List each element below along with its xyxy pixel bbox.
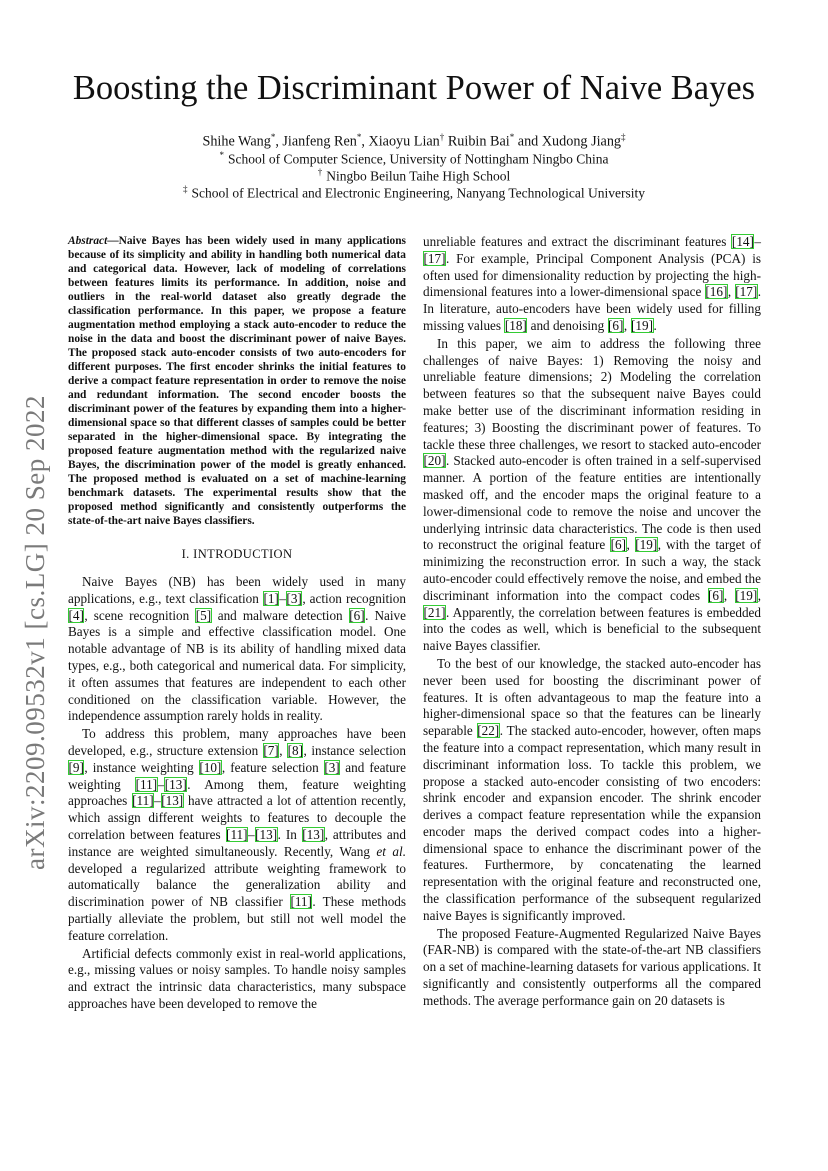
text-run: , scene recognition bbox=[84, 607, 196, 623]
citation-link[interactable]: [8] bbox=[287, 742, 303, 758]
text-run: , instance selection bbox=[303, 742, 406, 758]
citation-link[interactable]: [20] bbox=[423, 453, 446, 469]
body-paragraph bbox=[423, 926, 761, 1010]
author-mark: † bbox=[439, 132, 445, 142]
text-run: , bbox=[626, 537, 635, 553]
text-run: and malware detection bbox=[211, 607, 349, 623]
text-run: , bbox=[727, 284, 735, 300]
body-paragraph bbox=[423, 336, 761, 655]
citation-link[interactable]: [10] bbox=[199, 759, 222, 775]
text-run: developed a regularized attribute weighting framework to automatically balance the generalization ability and discrimination power of NB classifier bbox=[68, 860, 406, 910]
citation-link[interactable]: [17] bbox=[423, 250, 446, 266]
section-heading-introduction: I. INTRODUCTION bbox=[181, 547, 293, 561]
citation-link[interactable]: [1] bbox=[263, 590, 279, 606]
right-body-text bbox=[423, 234, 761, 1010]
text-run: . For example, Principal Component Analysis (PCA) is often used for dimensionality reduction by projecting the high-dimensional features into a lower-dimensional space bbox=[423, 250, 761, 300]
abstract-label: Abstract bbox=[68, 235, 108, 247]
text-run: , bbox=[279, 742, 288, 758]
text-run: unreliable features and extract the discriminant features bbox=[423, 234, 732, 249]
citation-link[interactable]: [11] bbox=[132, 793, 154, 809]
citation-link[interactable]: [11] bbox=[226, 826, 248, 842]
text-run: – bbox=[279, 590, 286, 606]
author-name: Ruibin Bai bbox=[447, 133, 510, 150]
text-run: The proposed Feature-Augmented Regularized Naive Bayes (FAR-NB) is compared with the state-of-the-art NB classifiers on a set of machine-learning datasets for various applications. It significantly and consistently outperforms all the compared methods. The average performance gain on 20 datasets is bbox=[423, 925, 761, 1008]
text-run: . In literature, auto-encoders have been widely used for filling missing values bbox=[423, 284, 762, 333]
text-run: . The stacked auto-encoder, however, often maps the feature into a compact representation, which many result in discriminant information loss. To tackle this problem, we propose a stacked auto-encoder consisting of two encoders: shrink encoder and expansion encoder. The shrink encoder derives a compact feature representation while the expansion encoder maps the derived compact codes into a higher-dimensional space to enhance the discriminant power of the features. Furthermore, by concatenating the learned representation with the original feature and reconstructed one, the classification performance of the subsequent regularized naive Bayes is significantly improved. bbox=[423, 723, 761, 923]
citation-link[interactable]: [13] bbox=[161, 793, 184, 809]
text-run: . Naive Bayes is a simple and effective classification model. One notable advantage of NB is its ability of handling mixed data types, e.g., both categorical and numerical data. For simplicity, it often assumes that features are independent to each other conditioned on the classification variable. However, the independence assumption rarely holds in reality. bbox=[68, 607, 406, 724]
body-paragraph bbox=[423, 234, 761, 335]
author-name: Xudong Jiang bbox=[541, 133, 622, 150]
citation-link[interactable]: [7] bbox=[263, 742, 279, 758]
text-run: , with the target of minimizing the reconstruction error. In such a way, the stack auto-encoder could effectively remove the noise, and embed the discriminant information into the compact codes bbox=[423, 537, 762, 603]
affiliation-text: School of Electrical and Electronic Engineering, Nanyang Technological University bbox=[191, 185, 646, 201]
text-run: . These methods partially alleviate the problem, but still not well model the feature correlation. bbox=[68, 894, 407, 943]
body-paragraph bbox=[68, 946, 406, 1013]
author-mark: * bbox=[270, 132, 276, 142]
text-run: have attracted a lot of attention recently, which assign different weights to features to decouple the correlation between features bbox=[68, 793, 407, 842]
affiliation-text: Ningbo Beilun Taihe High School bbox=[326, 168, 511, 184]
arxiv-identifier: arXiv:2209.09532v1 [cs.LG] 20 Sep 2022 bbox=[20, 395, 50, 870]
text-run: , bbox=[757, 587, 762, 603]
author-mark: ‡ bbox=[621, 132, 626, 142]
text-run: To the best of our knowledge, the stacked auto-encoder has never been used for boosting the discriminant power of features. It is often advantageous to map the feature into a higher-dimensional space so that the features can be linearly separable bbox=[423, 655, 761, 739]
citation-link[interactable]: [11] bbox=[290, 894, 312, 910]
author-name: Shihe Wang bbox=[202, 133, 271, 150]
citation-link[interactable]: [3] bbox=[286, 590, 302, 606]
citation-link[interactable]: [9] bbox=[68, 759, 84, 775]
text-run: – bbox=[248, 826, 255, 842]
abstract-text: Naive Bayes has been widely used in many applications because of its simplicity and ability in handling both numerical data and categorical data. However, lack of modeling of correlations between features limits its performance. In addition, noise and outliers in the real-world dataset also greatly degrade the classification performance. In this paper, we propose a feature augmentation method employing a stack auto-encoder to reduce the noise in the data and boost the discriminant power of naive Bayes. The proposed stack auto-encoder consists of two auto-encoders for different purposes. The first encoder shrinks the initial features to derive a compact feature representation in order to remove the noise and redundant information. The second encoder boosts the discriminant power of the features by expanding them into a higher-dimensional space so that different classes of samples could be better separated in the higher-dimensional space. By integrating the proposed feature augmentation method with the regularized naive Bayes, the discrimination power of the model is greatly enhanced. The proposed method is evaluated on a set of machine-learning benchmark datasets. The experimental results show that the proposed method significantly and consistently outperforms the state-of-the-art naive Bayes classifiers. bbox=[68, 235, 406, 527]
citation-link[interactable]: [19] bbox=[635, 537, 658, 553]
citation-link[interactable]: [6] bbox=[349, 607, 365, 623]
text-run: , action recognition bbox=[302, 590, 406, 606]
text-run: Naive Bayes (NB) has been widely used in many applications, e.g., text classification bbox=[68, 574, 406, 606]
text-run: Artificial defects commonly exist in real-world applications, e.g., missing values or noisy samples. To handle noisy samples and extract the intrinsic data characteristics, many subspace approaches have been developed to remove the bbox=[68, 945, 406, 1011]
citation-link[interactable]: [22] bbox=[477, 723, 500, 739]
affiliation-mark: ‡ bbox=[182, 184, 188, 194]
citation-link[interactable]: [3] bbox=[324, 759, 340, 775]
text-run: . Among them, feature weighting approaches bbox=[68, 776, 406, 809]
text-run: . In bbox=[277, 826, 302, 842]
affiliation-text: School of Computer Science, University of Nottingham Ningbo China bbox=[227, 151, 609, 167]
citation-link[interactable]: [6] bbox=[610, 537, 627, 553]
emphasis-text: et al. bbox=[376, 843, 406, 859]
text-run: – bbox=[154, 793, 161, 809]
text-run: and denoising bbox=[527, 317, 608, 333]
author-name: Xiaoyu Lian bbox=[368, 133, 440, 150]
citation-link[interactable]: [4] bbox=[68, 607, 84, 623]
citation-link[interactable]: [6] bbox=[708, 587, 724, 603]
abstract bbox=[68, 234, 406, 528]
author-name: Jianfeng Ren bbox=[282, 133, 357, 150]
text-run: and feature weighting bbox=[68, 759, 406, 792]
author-mark: * bbox=[356, 132, 362, 142]
text-run: – bbox=[157, 776, 165, 792]
affiliation-mark: * bbox=[219, 150, 224, 160]
text-run: . Stacked auto-encoder is often trained in a self-supervised manner. A portion of the feature entities are intentionally masked off, and the encoder maps the original feature to a lower-dimensional code to remove the noise and uncover the underlying intrinsic data characteristics. The code is then used to reconstruct the original feature bbox=[423, 453, 761, 553]
text-run: To address this problem, many approaches have been developed, e.g., structure extension bbox=[68, 726, 406, 758]
citation-link[interactable]: [5] bbox=[195, 607, 212, 623]
citation-link[interactable]: [16] bbox=[705, 284, 728, 300]
abstract-dash: — bbox=[107, 235, 119, 247]
author-separator: , bbox=[275, 133, 283, 150]
text-run: In this paper, we aim to address the following three challenges of naive Bayes: 1) Removing the noisy and unreliable feature dimensions; 2) Modeling the correlation between features so that the subsequent naive Bayes could make better use of the discriminant information residing in features; 3) Boosting the discriminant power of features. To tackle these three challenges, we resort to stacked auto-encoder bbox=[423, 335, 761, 452]
citation-link[interactable]: [19] bbox=[631, 317, 653, 333]
citation-link[interactable]: [13] bbox=[164, 776, 187, 792]
citation-link[interactable]: [17] bbox=[735, 284, 758, 300]
left-column bbox=[68, 234, 406, 1013]
citation-link[interactable]: [6] bbox=[608, 317, 624, 333]
citation-link[interactable]: [18] bbox=[504, 317, 527, 333]
citation-link[interactable]: [13] bbox=[302, 826, 325, 842]
citation-link[interactable]: [13] bbox=[255, 826, 278, 842]
author-separator: and bbox=[514, 133, 542, 150]
left-body-text bbox=[68, 574, 406, 1013]
text-run: – bbox=[754, 234, 761, 249]
text-run: , bbox=[623, 317, 631, 333]
citation-link[interactable]: [21] bbox=[423, 604, 446, 620]
body-paragraph bbox=[423, 656, 761, 925]
author-separator: , bbox=[361, 133, 369, 150]
text-run: , bbox=[723, 587, 735, 603]
affiliation-3 bbox=[0, 181, 828, 202]
citation-link[interactable]: [11] bbox=[135, 776, 158, 792]
body-paragraph bbox=[68, 726, 406, 944]
text-run: , attributes and instance are weighted simultaneously. Recently, Wang bbox=[68, 826, 406, 859]
citation-link[interactable]: [19] bbox=[735, 587, 758, 603]
right-column bbox=[423, 234, 761, 1010]
citation-link[interactable]: [14] bbox=[731, 234, 754, 249]
affiliation-mark: † bbox=[317, 167, 323, 177]
text-run: . Apparently, the correlation between features is embedded into the codes as well, which is beneficial to the subsequent naive Bayes classifier. bbox=[423, 604, 761, 654]
paper-title: Boosting the Discriminant Power of Naive Bayes bbox=[72, 69, 756, 107]
text-run: , instance weighting bbox=[84, 759, 199, 775]
author-mark: * bbox=[509, 132, 515, 142]
body-paragraph bbox=[68, 574, 406, 725]
text-run: . bbox=[653, 317, 657, 333]
text-run: , feature selection bbox=[221, 759, 324, 775]
